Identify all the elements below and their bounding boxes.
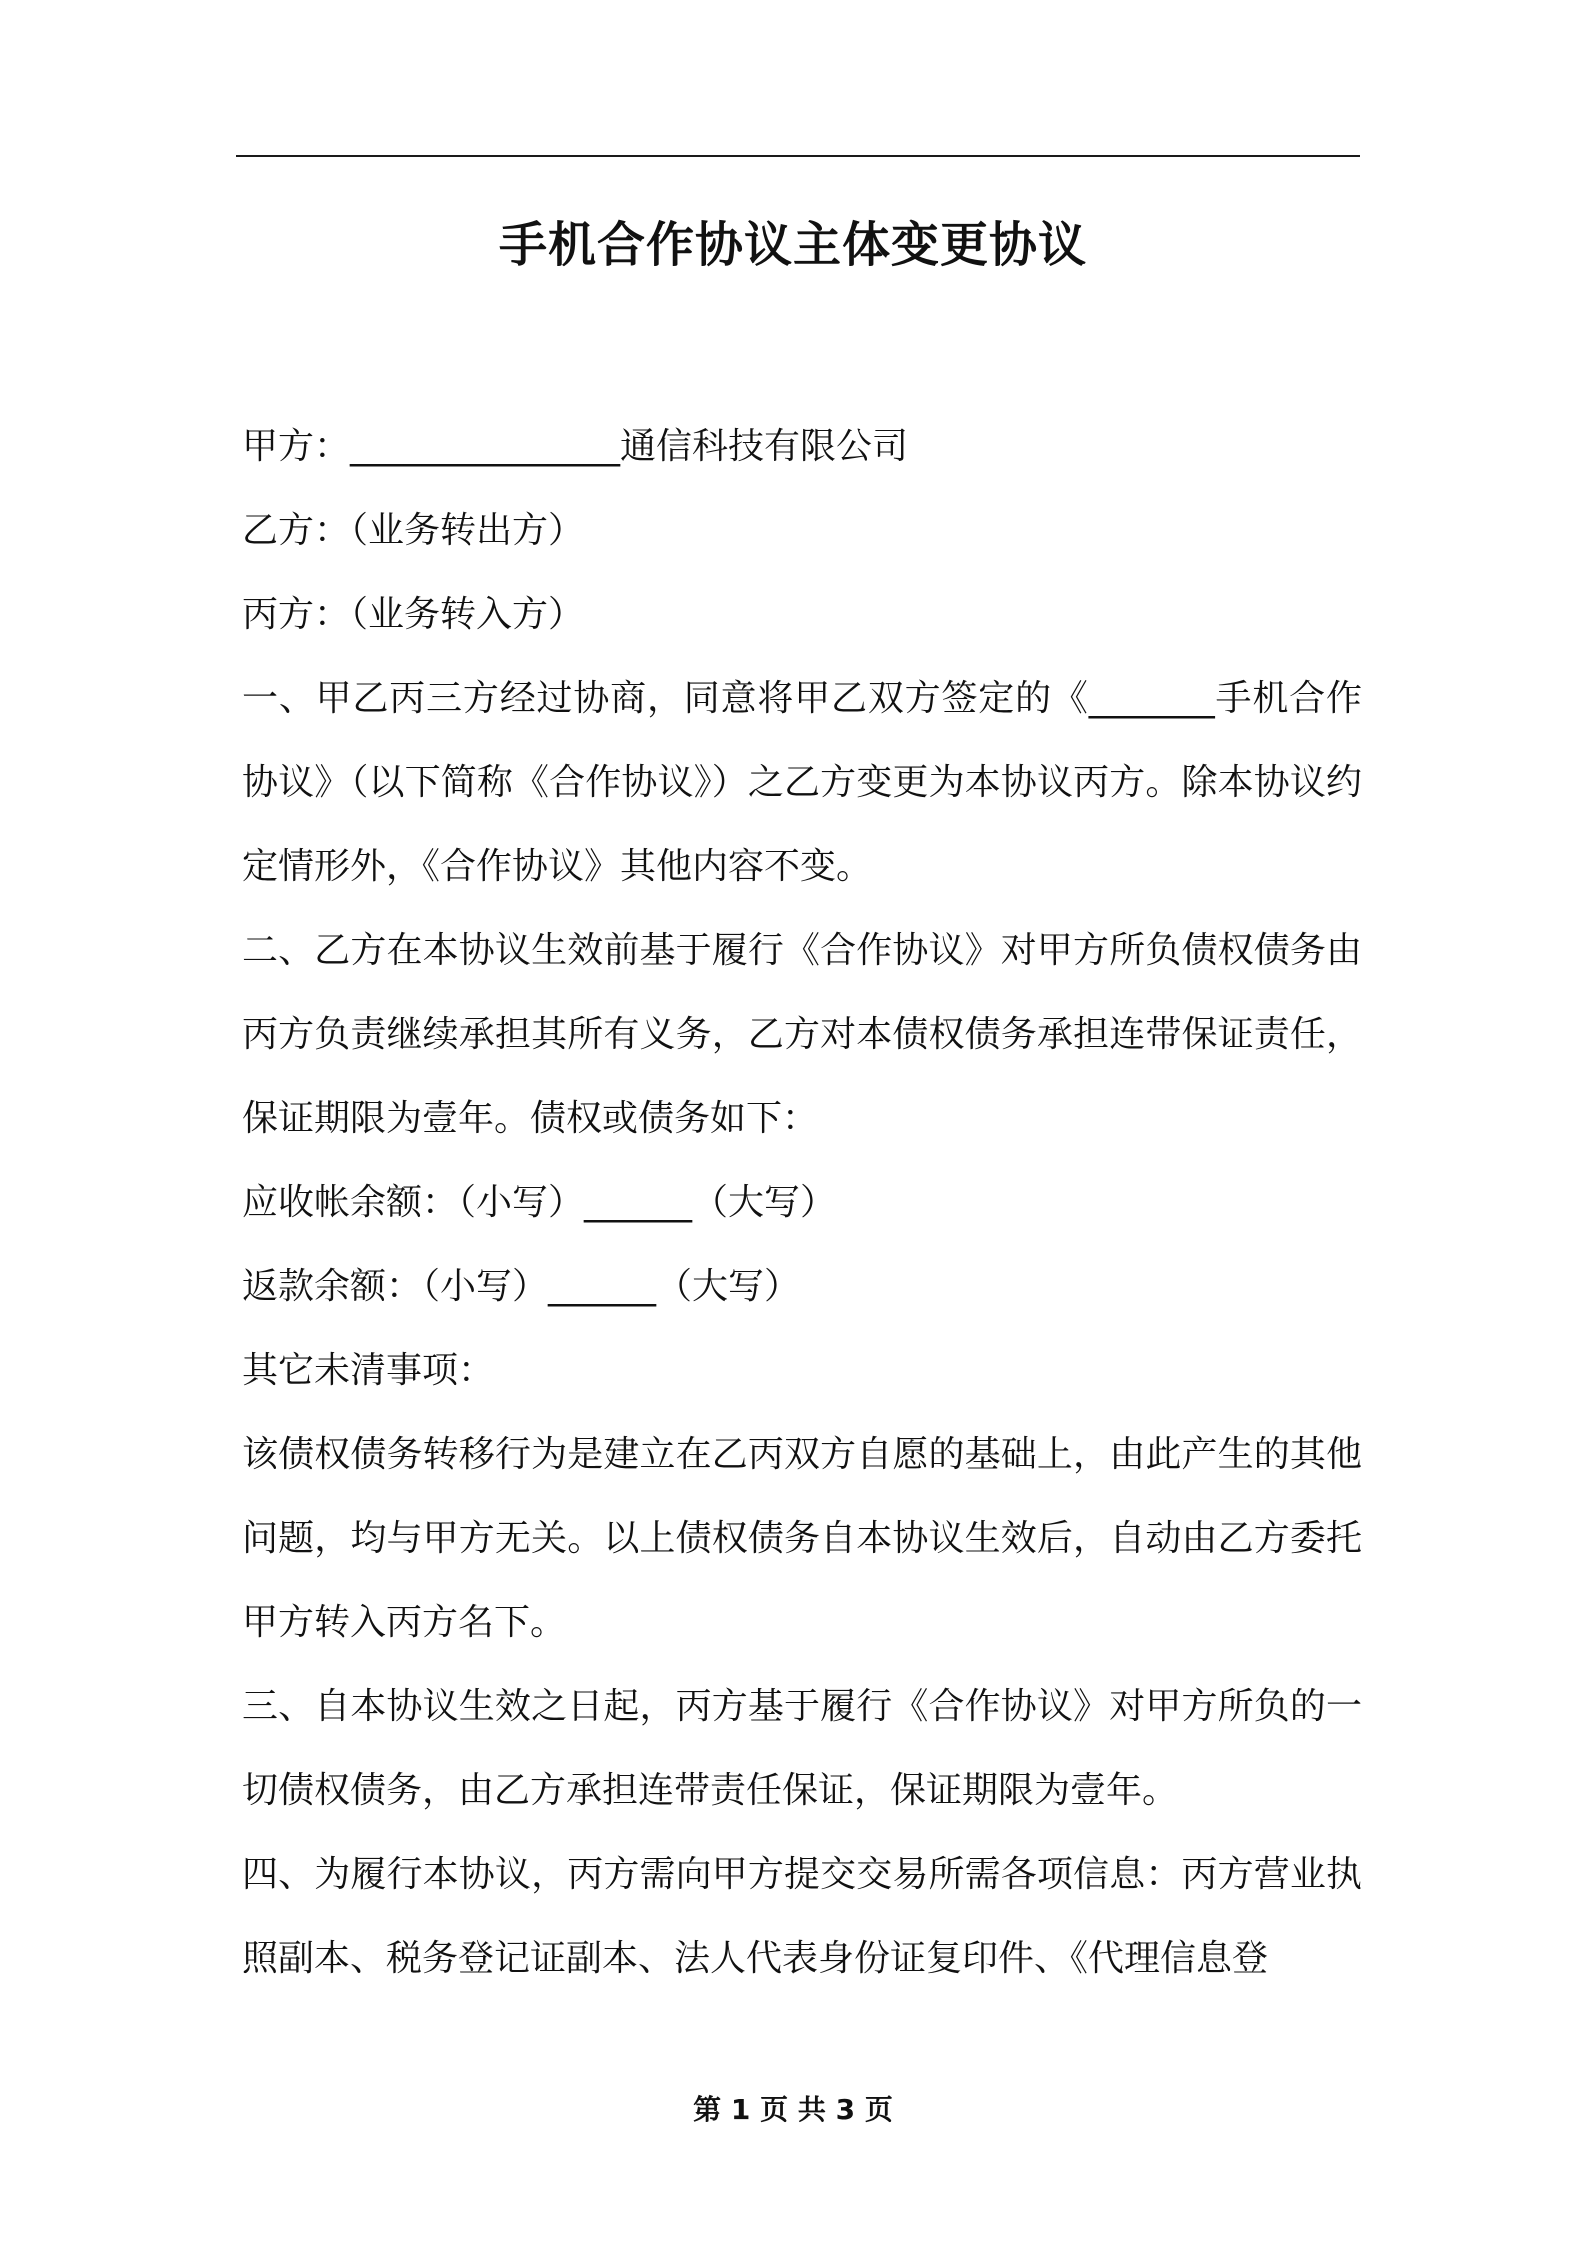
header-rule — [236, 155, 1360, 157]
document-title: 手机合作协议主体变更协议 — [498, 217, 1087, 273]
party-a-line: 甲方：_______________通信科技有限公司 — [242, 426, 909, 467]
clause-2: 二、乙方在本协议生效前基于履行《合作协议》对甲方所负债权债务由丙方负责继续承担其所有义务，乙方对本债权债务承担连带保证责任，保证期限为壹年。债权或债务如下： — [242, 930, 1362, 1139]
rebate-balance-line: 返款余额：（小写）______（大写） — [242, 1266, 801, 1307]
receivable-balance-line: 应收帐余额：（小写）______（大写） — [242, 1182, 837, 1223]
transfer-statement: 该债权债务转移行为是建立在乙丙双方自愿的基础上，由此产生的其他问题，均与甲方无关。以上债权债务自本协议生效后，自动由乙方委托甲方转入丙方名下。 — [242, 1434, 1362, 1643]
document-body — [242, 405, 1362, 2001]
party-c-line: 丙方：（业务转入方） — [242, 594, 585, 635]
page-number: 第 1 页 共 3 页 — [693, 2093, 893, 2126]
clause-1: 一、甲乙丙三方经过协商，同意将甲乙双方签定的《_______手机合作协议》（以下简称《合作协议》）之乙方变更为本协议丙方。除本协议约定情形外，《合作协议》其他内容不变。 — [242, 678, 1362, 887]
other-items-line: 其它未清事项： — [242, 1350, 495, 1391]
party-b-line: 乙方：（业务转出方） — [242, 510, 585, 551]
clause-3: 三、自本协议生效之日起，丙方基于履行《合作协议》对甲方所负的一切债权债务，由乙方承担连带责任保证，保证期限为壹年。 — [242, 1686, 1362, 1811]
clause-4: 四、为履行本协议，丙方需向甲方提交交易所需各项信息：丙方营业执照副本、税务登记证副本、法人代表身份证复印件、《代理信息登 — [242, 1854, 1362, 1979]
